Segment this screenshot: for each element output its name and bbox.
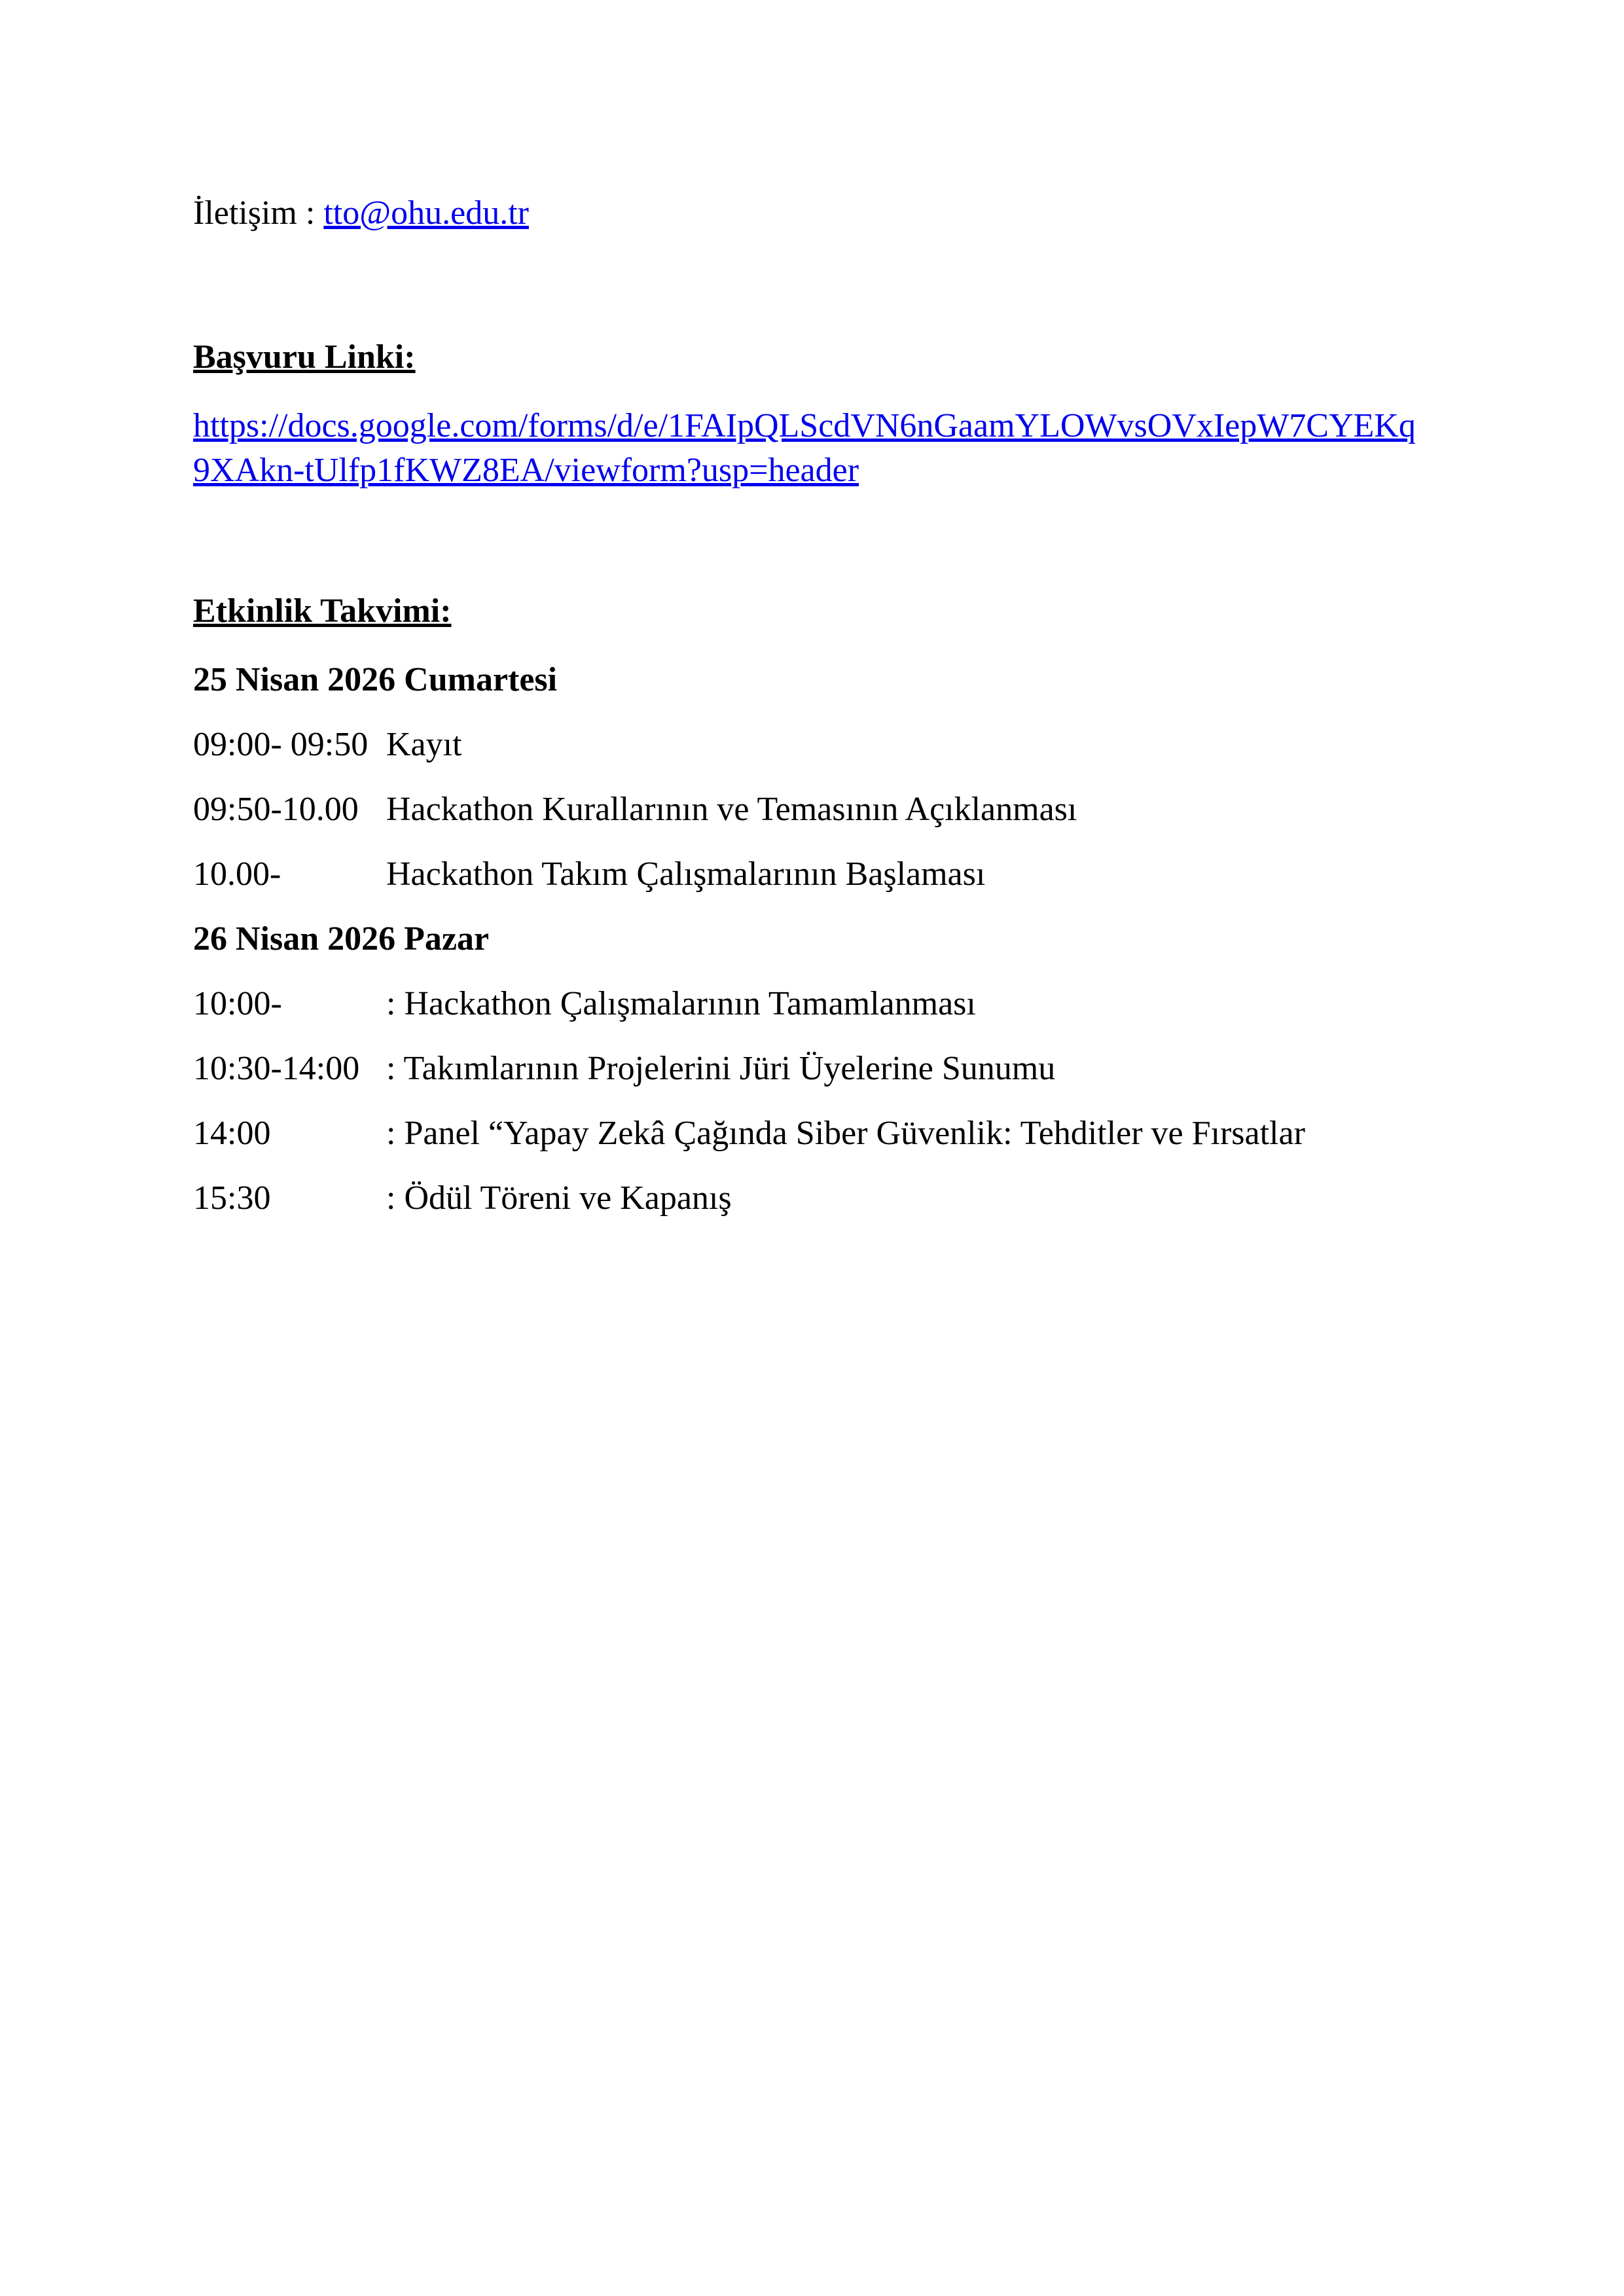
application-form-link[interactable]: https://docs.google.com/forms/d/e/1FAIpQLScdVN6nGaamYLOWvsOVxIepW7CYEKq9XAkn-tUlfp1fKWZ8EA/viewform?usp=header (193, 407, 1416, 489)
contact-label: İletişim : (193, 194, 324, 232)
schedule-heading: Etkinlik Takvimi: (193, 592, 452, 630)
day-title-saturday: 25 Nisan 2026 Cumartesi (193, 661, 558, 698)
row-time: 09:00- 09:50 (193, 726, 369, 763)
row-description: Hackathon Kurallarının ve Temasının Açıklanması (386, 791, 1077, 828)
row-description: Hackathon Takım Çalışmalarının Başlaması (386, 855, 986, 893)
row-time: 10:00- (193, 985, 282, 1022)
schedule-row (193, 723, 1428, 767)
application-heading-line (193, 335, 1428, 380)
row-description: : Ödül Töreni ve Kapanış (386, 1179, 732, 1217)
row-time: 10.00- (193, 855, 281, 893)
schedule-row (193, 982, 1428, 1026)
day-title-sunday: 26 Nisan 2026 Pazar (193, 920, 490, 958)
row-time: 09:50-10.00 (193, 791, 359, 828)
contact-line (193, 191, 1428, 236)
row-description: Kayıt (386, 726, 462, 763)
schedule-row (193, 1047, 1428, 1091)
application-url-line (193, 404, 1428, 493)
schedule-row (193, 787, 1428, 832)
row-time: 15:30 (193, 1179, 271, 1217)
row-description: : Panel “Yapay Zekâ Çağında Siber Güvenlik: Tehditler ve Fırsatlar (386, 1115, 1305, 1152)
schedule-row (193, 852, 1428, 897)
schedule-row (193, 1176, 1428, 1221)
schedule-row (193, 1111, 1428, 1156)
row-description: : Hackathon Çalışmalarının Tamamlanması (386, 985, 976, 1022)
row-time: 14:00 (193, 1115, 271, 1152)
contact-email-link[interactable]: tto@ohu.edu.tr (323, 194, 529, 232)
schedule-heading-line (193, 589, 1428, 634)
row-description: : Takımlarının Projelerini Jüri Üyelerine Sunumu (386, 1050, 1056, 1087)
row-time: 10:30-14:00 (193, 1050, 360, 1087)
application-heading: Başvuru Linki: (193, 338, 416, 376)
